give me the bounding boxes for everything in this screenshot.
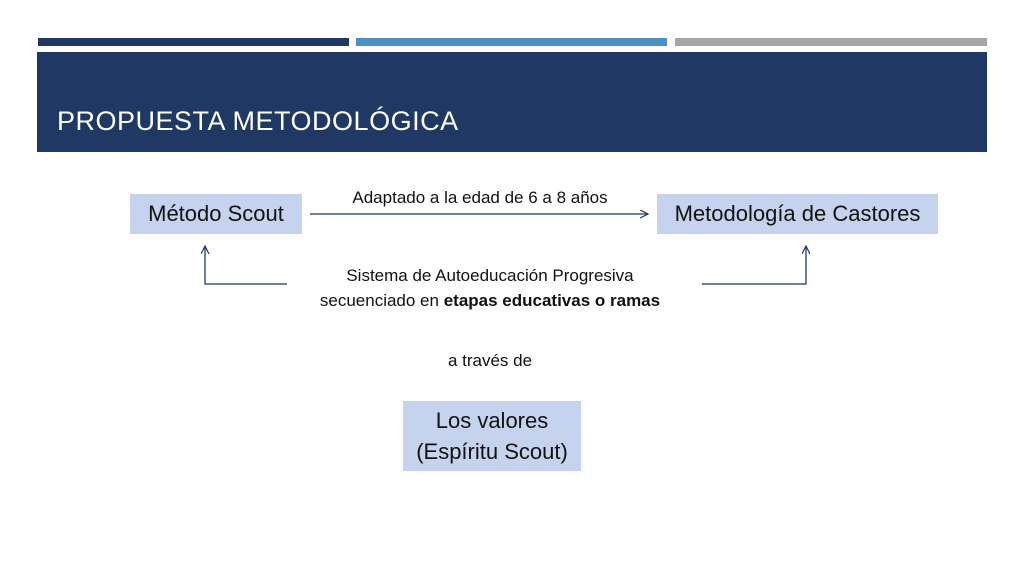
box-metodologia-castores: Metodología de Castores bbox=[657, 194, 938, 234]
box-los-valores bbox=[403, 401, 581, 471]
arrow-sistema-to-castores bbox=[702, 246, 806, 284]
label-sistema bbox=[270, 263, 710, 313]
box-valores-line2: (Espíritu Scout) bbox=[416, 439, 568, 464]
slide-title: PROPUESTA METODOLÓGICA bbox=[57, 106, 459, 136]
box-valores-line1: Los valores bbox=[435, 408, 549, 433]
label-a-traves-de: a través de bbox=[447, 351, 533, 370]
label-sistema-line2-bold: etapas educativas o ramas bbox=[443, 291, 661, 310]
label-sistema-line1: Sistema de Autoeducación Progresiva bbox=[346, 266, 634, 285]
label-sistema-line2 bbox=[270, 288, 710, 313]
label-sistema-line2-prefix: secuenciado en bbox=[319, 291, 444, 310]
label-adaptado: Adaptado a la edad de 6 a 8 años bbox=[352, 188, 608, 207]
box-metodo-scout: Método Scout bbox=[130, 194, 302, 234]
